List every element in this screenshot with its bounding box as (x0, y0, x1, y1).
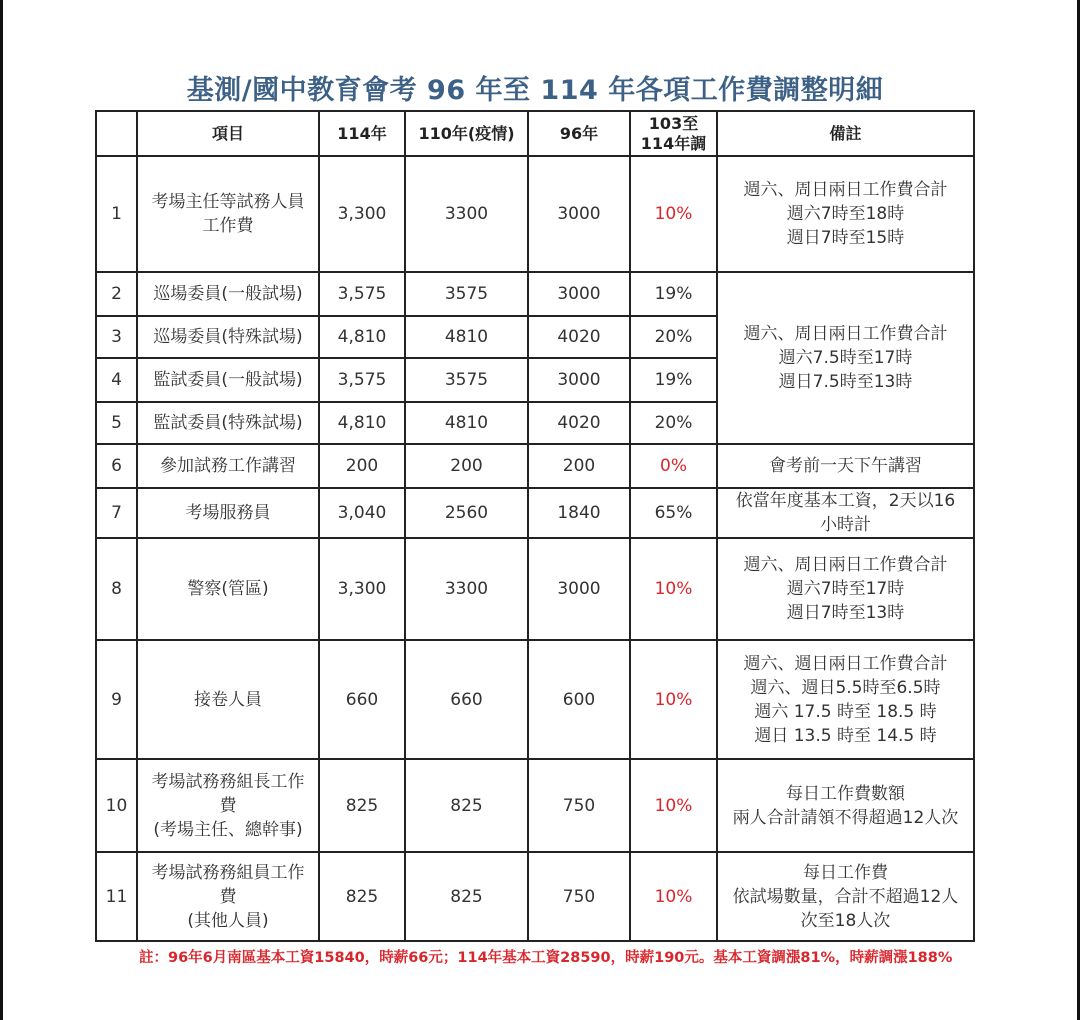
item-name: 考場主任等試務人員 工作費 (137, 156, 319, 272)
row-number: 5 (96, 402, 137, 444)
remark: 每日工作費 依試場數量，合計不超過12人 次至18人次 (717, 852, 974, 941)
table-row (96, 759, 974, 852)
fee-110: 3575 (405, 358, 528, 402)
item-name: 接卷人員 (137, 640, 319, 759)
fee-110: 4810 (405, 316, 528, 358)
adjustment-percent: 20% (630, 402, 717, 444)
item-name: 考場試務務組長工作 費 (考場主任、總幹事) (137, 759, 319, 852)
fee-114: 825 (319, 852, 405, 941)
fee-114: 3,575 (319, 358, 405, 402)
header-adjustment (630, 111, 717, 156)
header-110: 110年(疫情) (405, 111, 528, 156)
item-name: 參加試務工作講習 (137, 444, 319, 488)
adjustment-percent: 10% (630, 852, 717, 941)
adjustment-percent: 10% (630, 640, 717, 759)
adjustment-percent: 10% (630, 538, 717, 640)
item-name: 警察(管區) (137, 538, 319, 640)
row-number: 8 (96, 538, 137, 640)
table-row (96, 156, 974, 272)
fee-table (95, 110, 975, 942)
fee-110: 3575 (405, 272, 528, 316)
table-row (96, 444, 974, 488)
table-row (96, 488, 974, 538)
item-name: 巡場委員(特殊試場) (137, 316, 319, 358)
row-number: 9 (96, 640, 137, 759)
header-114: 114年 (319, 111, 405, 156)
adjustment-percent: 10% (630, 156, 717, 272)
fee-114: 3,575 (319, 272, 405, 316)
adjustment-percent: 65% (630, 488, 717, 538)
document-title: 基測/國中教育會考 96 年至 114 年各項工作費調整明細 (186, 75, 884, 106)
remark: 週六、週日兩日工作費合計 週六、週日5.5時至6.5時 週六 17.5 時至 18.5 時 週日 13.5 時至 14.5 時 (717, 640, 974, 759)
adjustment-percent: 19% (630, 272, 717, 316)
item-name: 巡場委員(一般試場) (137, 272, 319, 316)
fee-96: 750 (528, 852, 630, 941)
row-number: 4 (96, 358, 137, 402)
fee-96: 3000 (528, 156, 630, 272)
fee-96: 750 (528, 759, 630, 852)
header-item: 項目 (137, 111, 319, 156)
remark-merged: 週六、周日兩日工作費合計 週六7.5時至17時 週日7.5時至13時 (717, 272, 974, 444)
header-adjustment-line1: 103至 (648, 113, 699, 133)
fee-110: 4810 (405, 402, 528, 444)
fee-96: 4020 (528, 316, 630, 358)
row-number: 7 (96, 488, 137, 538)
fee-110: 825 (405, 759, 528, 852)
item-name: 考場服務員 (137, 488, 319, 538)
fee-96: 4020 (528, 402, 630, 444)
fee-114: 3,300 (319, 538, 405, 640)
fee-114: 200 (319, 444, 405, 488)
row-number: 1 (96, 156, 137, 272)
remark: 週六、周日兩日工作費合計 週六7時至18時 週日7時至15時 (717, 156, 974, 272)
adjustment-percent: 19% (630, 358, 717, 402)
fee-110: 660 (405, 640, 528, 759)
fee-110: 3300 (405, 538, 528, 640)
remark: 週六、周日兩日工作費合計 週六7時至17時 週日7時至13時 (717, 538, 974, 640)
item-name: 監試委員(特殊試場) (137, 402, 319, 444)
fee-96: 3000 (528, 272, 630, 316)
row-number: 10 (96, 759, 137, 852)
left-edge-border (0, 0, 3, 1020)
fee-96: 3000 (528, 538, 630, 640)
adjustment-percent: 0% (630, 444, 717, 488)
header-row (96, 111, 974, 156)
row-number: 3 (96, 316, 137, 358)
table-row (96, 272, 974, 316)
fee-114: 825 (319, 759, 405, 852)
fee-114: 3,040 (319, 488, 405, 538)
fee-110: 825 (405, 852, 528, 941)
item-name: 監試委員(一般試場) (137, 358, 319, 402)
fee-110: 200 (405, 444, 528, 488)
fee-110: 2560 (405, 488, 528, 538)
fee-96: 200 (528, 444, 630, 488)
adjustment-percent: 10% (630, 759, 717, 852)
row-number: 2 (96, 272, 137, 316)
fee-96: 600 (528, 640, 630, 759)
remark: 依當年度基本工資，2天以16 小時計 (717, 488, 974, 538)
fee-114: 4,810 (319, 402, 405, 444)
table-row (96, 852, 974, 941)
fee-114: 660 (319, 640, 405, 759)
row-number: 6 (96, 444, 137, 488)
remark: 會考前一天下午講習 (717, 444, 974, 488)
header-no (96, 111, 137, 156)
fee-96: 3000 (528, 358, 630, 402)
row-number: 11 (96, 852, 137, 941)
fee-110: 3300 (405, 156, 528, 272)
table-row (96, 538, 974, 640)
adjustment-percent: 20% (630, 316, 717, 358)
table-row (96, 640, 974, 759)
header-96: 96年 (528, 111, 630, 156)
fee-114: 3,300 (319, 156, 405, 272)
header-remark: 備註 (717, 111, 974, 156)
fee-96: 1840 (528, 488, 630, 538)
header-adjustment-line2: 114年調 (640, 133, 707, 153)
footnote: 註：96年6月南區基本工資15840，時薪66元；114年基本工資28590，時薪190元。基本工資調漲81%，時薪調漲188% (139, 950, 953, 966)
remark: 每日工作費數額 兩人合計請領不得超過12人次 (717, 759, 974, 852)
fee-114: 4,810 (319, 316, 405, 358)
item-name: 考場試務務組員工作 費 (其他人員) (137, 852, 319, 941)
